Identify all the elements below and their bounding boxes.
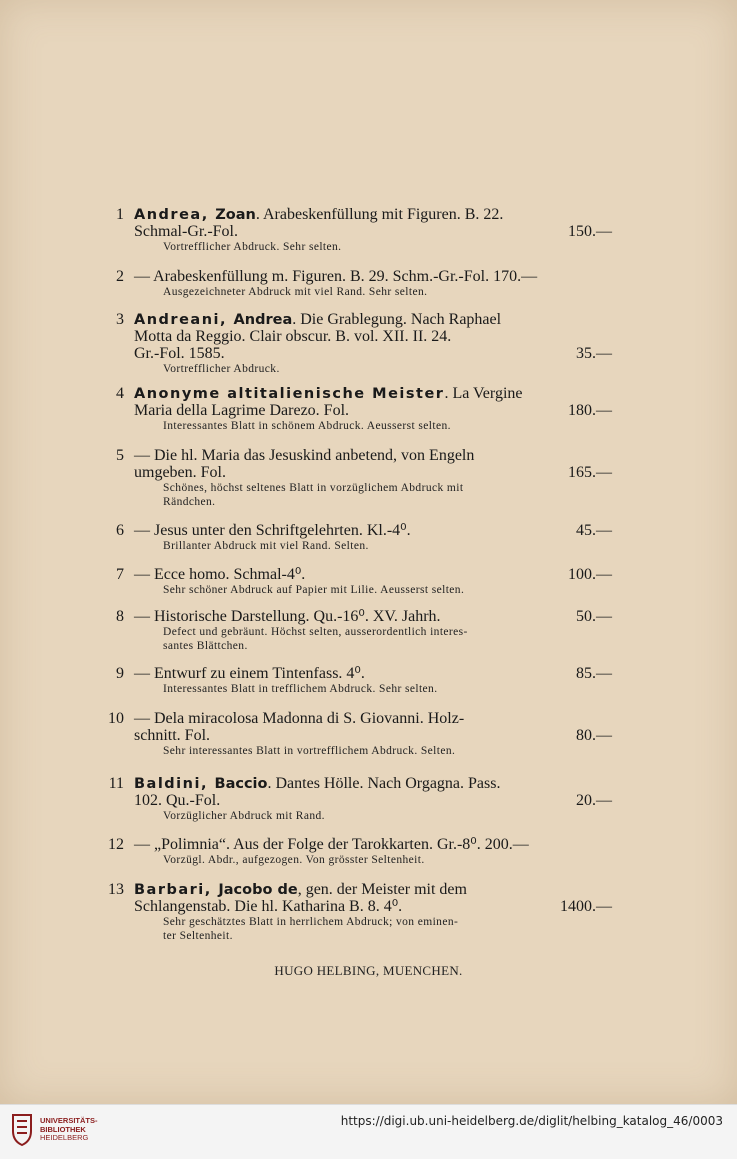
entry-line xyxy=(100,775,620,792)
entry-text xyxy=(134,522,411,539)
logo-line: BIBLIOTHEK xyxy=(40,1124,86,1134)
catalog-entry xyxy=(100,522,620,553)
condition-note: Vortrefflicher Abdruck. Sehr selten. xyxy=(163,241,342,253)
description-text: , gen. der Meister mit dem xyxy=(297,881,467,898)
description-text: schnitt. Fol. xyxy=(134,727,211,744)
artist-name: Baldini, xyxy=(134,776,215,792)
entry-line xyxy=(100,464,620,481)
logo-line: HEIDELBERG xyxy=(40,1133,89,1142)
entry-line xyxy=(100,792,620,809)
artist-given-name: Baccio xyxy=(214,776,268,792)
description-text: umgeben. Fol. xyxy=(134,464,226,481)
price: 165.— xyxy=(568,464,612,481)
source-url-link[interactable]: https://digi.ub.uni-heidelberg.de/diglit/helbing_katalog_46/0003 xyxy=(340,1114,723,1128)
entry-text xyxy=(134,447,474,464)
entry-number: 9 xyxy=(116,665,124,682)
entry-text xyxy=(134,328,451,345)
description-text: — Ecce homo. Schmal-4⁰. xyxy=(134,566,306,583)
description-text: Schmal-Gr.-Fol. xyxy=(134,223,238,240)
price: 80.— xyxy=(576,727,612,744)
price: 180.— xyxy=(568,402,612,419)
logo-line: UNIVERSITÄTS- xyxy=(40,1116,98,1125)
description-text: Gr.-Fol. 1585. xyxy=(134,345,225,362)
entry-line xyxy=(100,328,620,345)
entry-text xyxy=(134,385,523,403)
artist-given-name: Andrea xyxy=(233,312,293,328)
condition-note: Sehr schöner Abdruck auf Papier mit Lilie. Aeusserst selten. xyxy=(163,584,465,596)
condition-note: Defect und gebräunt. Höchst selten, ausserordentlich interes- xyxy=(163,626,468,638)
artist-name: Barbari, xyxy=(134,882,219,898)
description-text: — „Polimnia“. Aus der Folge der Tarokkarten. Gr.-8⁰. 200.— xyxy=(134,836,529,853)
university-seal-icon xyxy=(10,1111,34,1147)
entry-line xyxy=(100,727,620,744)
price: 1400.— xyxy=(560,898,612,915)
entry-text xyxy=(134,464,226,481)
price: 35.— xyxy=(576,345,612,362)
description-text: Maria della Lagrime Darezo. Fol. xyxy=(134,402,350,419)
artist-name: Andreani, xyxy=(134,312,234,328)
entry-number: 4 xyxy=(116,385,124,402)
entry-number: 6 xyxy=(116,522,124,539)
entry-line xyxy=(100,345,620,362)
price: 100.— xyxy=(568,566,612,583)
entry-number: 8 xyxy=(116,608,124,625)
description-text: — Jesus unter den Schriftgelehrten. Kl.-4⁰. xyxy=(134,522,411,539)
entry-line xyxy=(100,710,620,727)
entry-text xyxy=(134,836,529,853)
entry-line xyxy=(100,447,620,464)
entry-number: 10 xyxy=(108,710,124,727)
catalog-entry xyxy=(100,836,620,867)
catalog-entry xyxy=(100,881,620,943)
condition-note: Vorzügl. Abdr., aufgezogen. Von grösster Seltenheit. xyxy=(163,854,425,866)
entry-line xyxy=(100,836,620,853)
catalog-entry xyxy=(100,775,620,823)
entry-line xyxy=(100,881,620,898)
entry-line xyxy=(100,223,620,240)
entry-text xyxy=(134,608,441,625)
entry-line xyxy=(100,566,620,583)
condition-note: Vortrefflicher Abdruck. xyxy=(163,363,280,375)
condition-note: Rändchen. xyxy=(163,496,216,508)
description-text: . La Vergine xyxy=(444,385,523,402)
entry-text xyxy=(134,402,349,419)
entry-line xyxy=(100,608,620,625)
catalog-entry xyxy=(100,311,620,376)
catalog-entry xyxy=(100,447,620,509)
description-text: — Entwurf zu einem Tintenfass. 4⁰. xyxy=(134,665,365,682)
entry-line xyxy=(100,311,620,328)
entry-number: 13 xyxy=(108,881,124,898)
description-text: 102. Qu.-Fol. xyxy=(134,792,221,809)
entry-text xyxy=(134,881,467,899)
entry-text xyxy=(134,775,500,793)
entry-text xyxy=(134,898,402,915)
condition-note: Interessantes Blatt in schönem Abdruck. Aeusserst selten. xyxy=(163,420,451,432)
entry-text xyxy=(134,345,225,362)
description-text: . Die Grablegung. Nach Raphael xyxy=(292,311,502,328)
artist-given-name: Zoan xyxy=(215,207,256,223)
entry-number: 1 xyxy=(116,206,124,223)
entry-line xyxy=(100,898,620,915)
entry-text xyxy=(134,792,220,809)
description-text: . Dantes Hölle. Nach Orgagna. Pass. xyxy=(267,775,501,792)
description-text: — Arabeskenfüllung m. Figuren. B. 29. Schm.-Gr.-Fol. 170.— xyxy=(134,268,538,285)
condition-note: Ausgezeichneter Abdruck mit viel Rand. Sehr selten. xyxy=(163,286,428,298)
entry-text xyxy=(134,710,464,727)
entry-line xyxy=(100,665,620,682)
price: 50.— xyxy=(576,608,612,625)
catalog-entry xyxy=(100,566,620,597)
description-text: Schlangenstab. Die hl. Katharina B. 8. 4⁰. xyxy=(134,898,403,915)
entry-text xyxy=(134,268,537,285)
condition-note: ter Seltenheit. xyxy=(163,930,233,942)
publisher-line: HUGO HELBING, MUENCHEN. xyxy=(274,963,463,978)
condition-note: Brillanter Abdruck mit viel Rand. Selten. xyxy=(163,540,369,552)
catalog-entry xyxy=(100,710,620,758)
artist-given-name: Jacobo de xyxy=(218,882,298,898)
entry-number: 11 xyxy=(108,775,124,792)
entry-number: 2 xyxy=(116,268,124,285)
description-text: Motta da Reggio. Clair obscur. B. vol. XII. II. 24. xyxy=(134,328,452,345)
entry-number: 7 xyxy=(116,566,124,583)
entry-text xyxy=(134,566,305,583)
condition-note: Vorzüglicher Abdruck mit Rand. xyxy=(163,810,325,822)
condition-note: Interessantes Blatt in trefflichem Abdruck. Sehr selten. xyxy=(163,683,438,695)
entry-line xyxy=(100,385,620,402)
entry-text xyxy=(134,665,365,682)
price: 45.— xyxy=(576,522,612,539)
condition-note: Sehr interessantes Blatt in vortrefflichem Abdruck. Selten. xyxy=(163,745,456,757)
artist-name: Andrea, xyxy=(134,207,216,223)
catalog-entry xyxy=(100,608,620,653)
entry-number: 5 xyxy=(116,447,124,464)
price: 85.— xyxy=(576,665,612,682)
catalog-entry xyxy=(100,206,620,254)
entry-text xyxy=(134,727,210,744)
entry-line xyxy=(100,522,620,539)
price: 20.— xyxy=(576,792,612,809)
entry-number: 12 xyxy=(108,836,124,853)
entry-text xyxy=(134,311,501,329)
entry-line xyxy=(100,402,620,419)
condition-note: Schönes, höchst seltenes Blatt in vorzüglichem Abdruck mit xyxy=(163,482,464,494)
description-text: — Historische Darstellung. Qu.-16⁰. XV. Jahrh. xyxy=(134,608,441,625)
entry-text xyxy=(134,206,503,224)
library-logo-text xyxy=(40,1117,98,1143)
price: 150.— xyxy=(568,223,612,240)
artist-name: Anonyme altitalienische Meister xyxy=(134,386,445,402)
entry-line xyxy=(100,206,620,223)
catalog-entry xyxy=(100,665,620,696)
entry-text xyxy=(134,223,238,240)
description-text: — Dela miracolosa Madonna di S. Giovanni. Holz- xyxy=(134,710,465,727)
entry-number: 3 xyxy=(116,311,124,328)
description-text: — Die hl. Maria das Jesuskind anbetend, von Engeln xyxy=(134,447,475,464)
catalog-entry xyxy=(100,268,620,299)
condition-note: Sehr geschätztes Blatt in herrlichem Abdruck; von eminen- xyxy=(163,916,459,928)
condition-note: santes Blättchen. xyxy=(163,640,248,652)
description-text: . Arabeskenfüllung mit Figuren. B. 22. xyxy=(255,206,504,223)
catalog-entry xyxy=(100,385,620,433)
footer-bar xyxy=(0,1104,737,1159)
entry-line xyxy=(100,268,620,285)
